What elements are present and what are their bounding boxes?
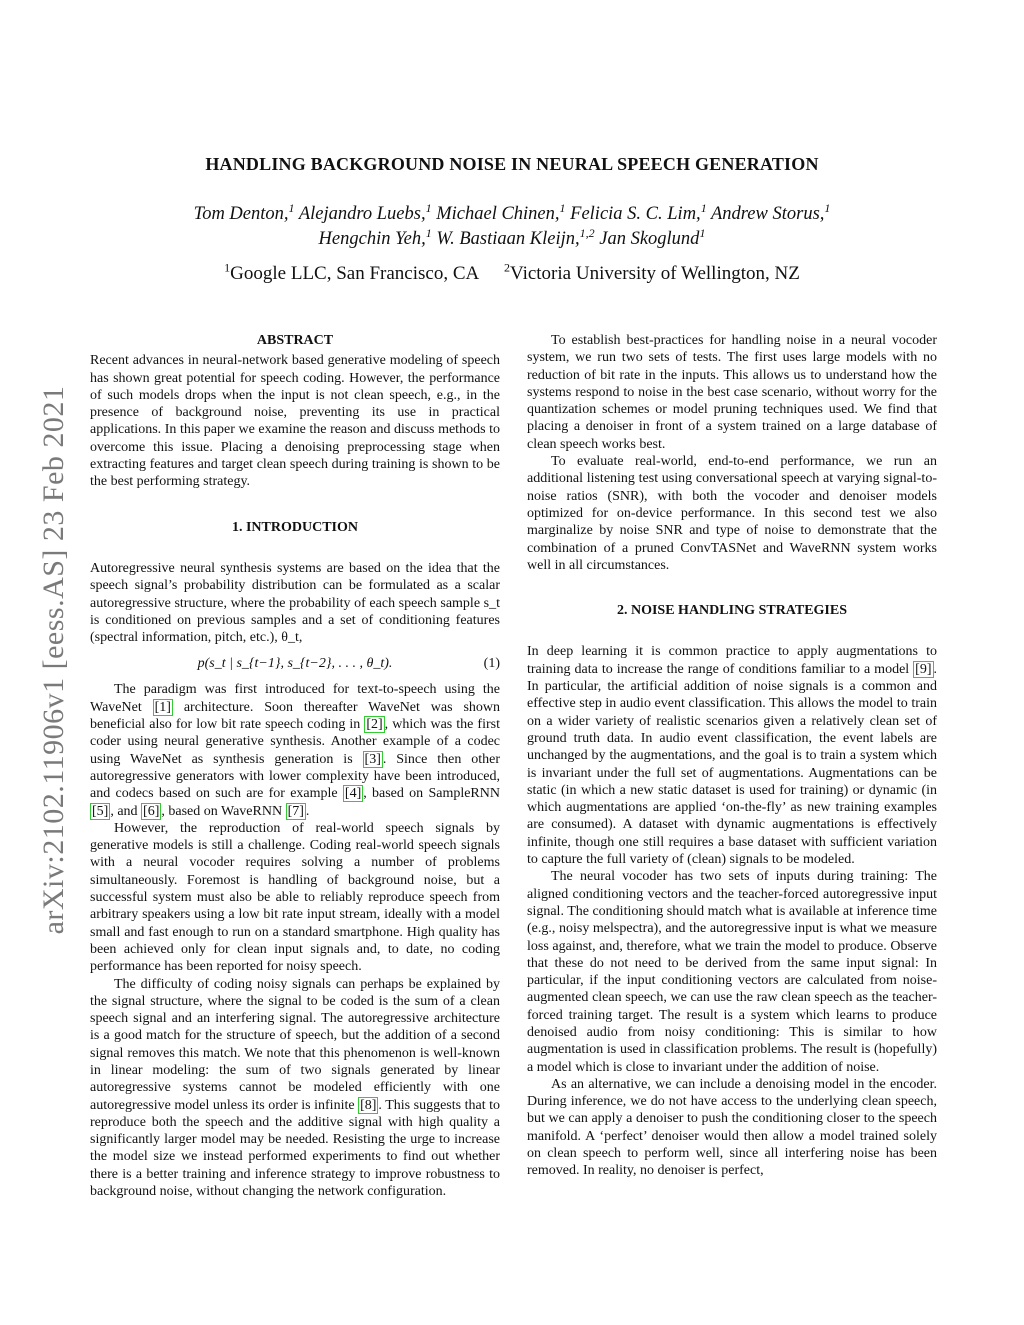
section-heading-introduction: 1. INTRODUCTION bbox=[231, 519, 358, 535]
author-line-1 bbox=[80, 202, 944, 227]
citation-link[interactable]: [5] bbox=[92, 803, 109, 819]
text-run: architecture. Soon thereafter WaveNet was shown beneficial also for low bit rate speech coding in bbox=[90, 699, 500, 733]
text-run: . bbox=[305, 803, 310, 819]
affiliation-number: 1 bbox=[224, 260, 231, 275]
citation-link[interactable]: [8] bbox=[360, 1097, 377, 1113]
affiliation-google bbox=[224, 260, 480, 284]
author-affiliation-mark: 1 bbox=[700, 200, 707, 215]
citation-link[interactable]: [1] bbox=[154, 699, 171, 715]
author-name: Tom Denton, bbox=[193, 204, 289, 224]
section-heading-noise-handling: 2. NOISE HANDLING STRATEGIES bbox=[616, 603, 848, 619]
text-run: . In particular, the artificial addition of noise signals is a common and effective step in audio event classification. This allows the model to train on a wider variety of realistic scenarios given a relatively clean set of ground truth data. In audio event classification, the event labels are unchanged by the augmentations, and the goal is to train a system which is invariant under the full set of augmentations. Augmentations can be static (in which a new static dataset is used for training) or dynamic (in which augmentations are applied ‘on-the-fly’ as new training examples are consumed). A dataset with dynamic augmentations is effectively infinite, though one still requires a base dataset with sufficient variation to capture the full variety of (clean) signals to be modeled. bbox=[527, 661, 937, 868]
equation-number: (1) bbox=[483, 656, 500, 672]
right-column bbox=[527, 332, 937, 1180]
noise-paragraph-2: The neural vocoder has two sets of inputs during training: The aligned conditioning vectors and the teacher-forced autoregressive input signal. The conditioning should match what is available at inference time (e.g., noisy melspectra), and the autoregressive input is what we measure loss against, and, therefore, what we train the model to produce. Observe that these do not need to be derived from the same input signal: In particular, if the input conditioning vectors are calculated from noise-augmented clean speech, we can use the raw clean speech as the teacher-forced training target. The result is a system which learns to produce denoised audio from noisy conditioning: This is similar to how augmentation is used in classification problems. The result is (hopefully) a model which is close to invariant under the addition of noise. bbox=[527, 869, 937, 1075]
affiliation-text: Google LLC, San Francisco, CA bbox=[230, 263, 480, 284]
intro-paragraph-5: To establish best-practices for handling noise in a neural vocoder system, we run two sets of tests. The first uses large models with no reduction of bit rate in the inputs. This allows us to understand how the systems respond to noise in the best case scenario, without worry for the quantization schemes or model pruning techniques used. We find that placing a denoiser in front of a system trained on a large database of clean speech works best. bbox=[527, 333, 937, 452]
citation-link[interactable]: [3] bbox=[364, 751, 381, 767]
affiliation-number: 2 bbox=[503, 260, 510, 275]
author-name: Felicia S. C. Lim, bbox=[570, 204, 701, 224]
text-run: The paradigm was first introduced for text-to-speech using the WaveNet bbox=[90, 682, 500, 715]
intro-paragraph-1: Autoregressive neural synthesis systems are based on the idea that the speech signal’s probability distribution can be formulated as a scalar autoregressive structure, where the probability of each speech sample s_t is conditioned on previous samples and a set of conditioning features (spectral information, pitch, etc.), θ_t, bbox=[90, 560, 500, 646]
arxiv-identifier-stamp: arXiv:2102.11906v1 [eess.AS] 23 Feb 2021 bbox=[37, 385, 70, 935]
author-affiliation-mark: 1,2 bbox=[579, 225, 595, 240]
author-affiliation-mark: 1 bbox=[559, 200, 566, 215]
intro-paragraph-3: However, the reproduction of real-world speech signals by generative models is still a challenge. Coding real-world speech signals with a neural vocoder requires solving a number of problems simultaneously. Foremost is handling of background noise, but a successful system must also be able to reliably reproduce speech from arbitrary speakers using a low bit rate input stream, ideally with a model small and fast enough to run on a standard smartphone. High quality has been achieved only for clean input signals and, to date, no coding performance has been reported for noisy speech. bbox=[90, 820, 500, 975]
author-list bbox=[80, 202, 944, 252]
author-affiliation-mark: 1 bbox=[288, 200, 295, 215]
citation-link[interactable]: [2] bbox=[366, 717, 383, 733]
citation-link[interactable]: [7] bbox=[287, 803, 304, 819]
author-line-2 bbox=[80, 227, 944, 252]
author-affiliation-mark: 1 bbox=[699, 225, 706, 240]
text-run: , based on WaveRNN bbox=[161, 803, 286, 819]
author-name: Alejandro Luebs, bbox=[298, 204, 426, 224]
text-run: , based on SampleRNN bbox=[363, 786, 500, 802]
noise-paragraph-3: As an alternative, we can include a denoising model in the encoder. During inference, we do not have access to the underlying clean speech, but we can apply a denoiser to push the conditioning closer to the speech manifold. A ‘perfect’ denoiser would then allow a model trained solely on clean speech to perform well, since all interfering noise has been removed. In reality, no denoiser is perfect, bbox=[527, 1076, 937, 1179]
text-run: . Since then other autoregressive generators with lower complexity have been introduced, and codecs based on such are for example bbox=[90, 751, 500, 802]
author-affiliation-mark: 1 bbox=[824, 200, 831, 215]
author-name: Michael Chinen, bbox=[436, 204, 560, 224]
abstract-text: Recent advances in neural-network based generative modeling of speech has shown great potential for speech coding. However, the performance of such models drops when the input is not clean speech, e.g., in the presence of background noise, preventing its use in practical applications. In this paper we examine the reason and discuss methods to overcome this issue. Placing a denoising preprocessing stage when extracting features and target clean speech during training is shown to be the best performing strategy. bbox=[90, 353, 500, 490]
noise-paragraph-1 bbox=[527, 643, 937, 868]
text-run: In deep learning it is common practice to apply augmentations to training data to increase the range of conditions familiar to a model bbox=[527, 644, 937, 677]
text-run: . This suggests that to reproduce both the speech and the additive signal with high quality a significantly larger model may be needed. Resisting the urge to increase the model size we instead performed experiments to find out whether there is a better training and inference strategy to improve robustness to background noise, without changing the network configuration. bbox=[90, 1097, 501, 1200]
citation-link[interactable]: [4] bbox=[344, 786, 362, 802]
intro-paragraph-4 bbox=[90, 976, 500, 1201]
left-column bbox=[90, 332, 500, 1200]
text-run: The difficulty of coding noisy signals can perhaps be explained by the signal structure, where the signal to be coded is the sum of a clean speech signal and an interfering signal. The autoregressive architecture is a good match for the structure of speech, but the addition of a second signal removes this match. We note that this phenomenon is well-known in linear modeling: the sum of two signals generated by linear autoregressive systems cannot be modeled efficiently with one autoregressive model unless its order is infinite bbox=[90, 976, 500, 1113]
citation-link[interactable]: [9] bbox=[915, 661, 932, 677]
text-run: , and bbox=[110, 803, 142, 819]
author-name: Jan Skoglund bbox=[599, 229, 700, 249]
author-affiliation-mark: 1 bbox=[425, 200, 432, 215]
equation-1 bbox=[90, 655, 500, 675]
intro-paragraph-2 bbox=[90, 681, 500, 819]
equation-body: p(s_t | s_{t−1}, s_{t−2}, . . . , θ_t). bbox=[197, 656, 393, 672]
citation-link[interactable]: [6] bbox=[143, 803, 160, 819]
author-affiliation-mark: 1 bbox=[425, 225, 432, 240]
affiliation-text: Victoria University of Wellington, NZ bbox=[509, 263, 800, 284]
paper-title: HANDLING BACKGROUND NOISE IN NEURAL SPEECH GENERATION bbox=[205, 154, 819, 174]
text-run: , which was the first coder using neural generative synthesis. Another example of a codec using WaveNet as synthesis generation is bbox=[90, 717, 500, 767]
affiliation-victoria bbox=[503, 260, 800, 284]
author-name: Andrew Storus, bbox=[710, 204, 825, 224]
author-name: Hengchin Yeh, bbox=[318, 229, 426, 249]
abstract-heading: ABSTRACT bbox=[256, 333, 334, 348]
intro-paragraph-6: To evaluate real-world, end-to-end performance, we run an additional listening test using conversational speech at varying signal-to-noise ratios (SNR), with both the vocoder and denoiser models optimized for on-device performance. In this second test we also marginalize by noise SNR and type of noise to demonstrate that the combination of a pruned ConvTASNet and WaveRNN system works well in all circumstances. bbox=[527, 454, 937, 573]
affiliations bbox=[0, 260, 1024, 285]
author-name: W. Bastiaan Kleijn, bbox=[436, 229, 580, 249]
